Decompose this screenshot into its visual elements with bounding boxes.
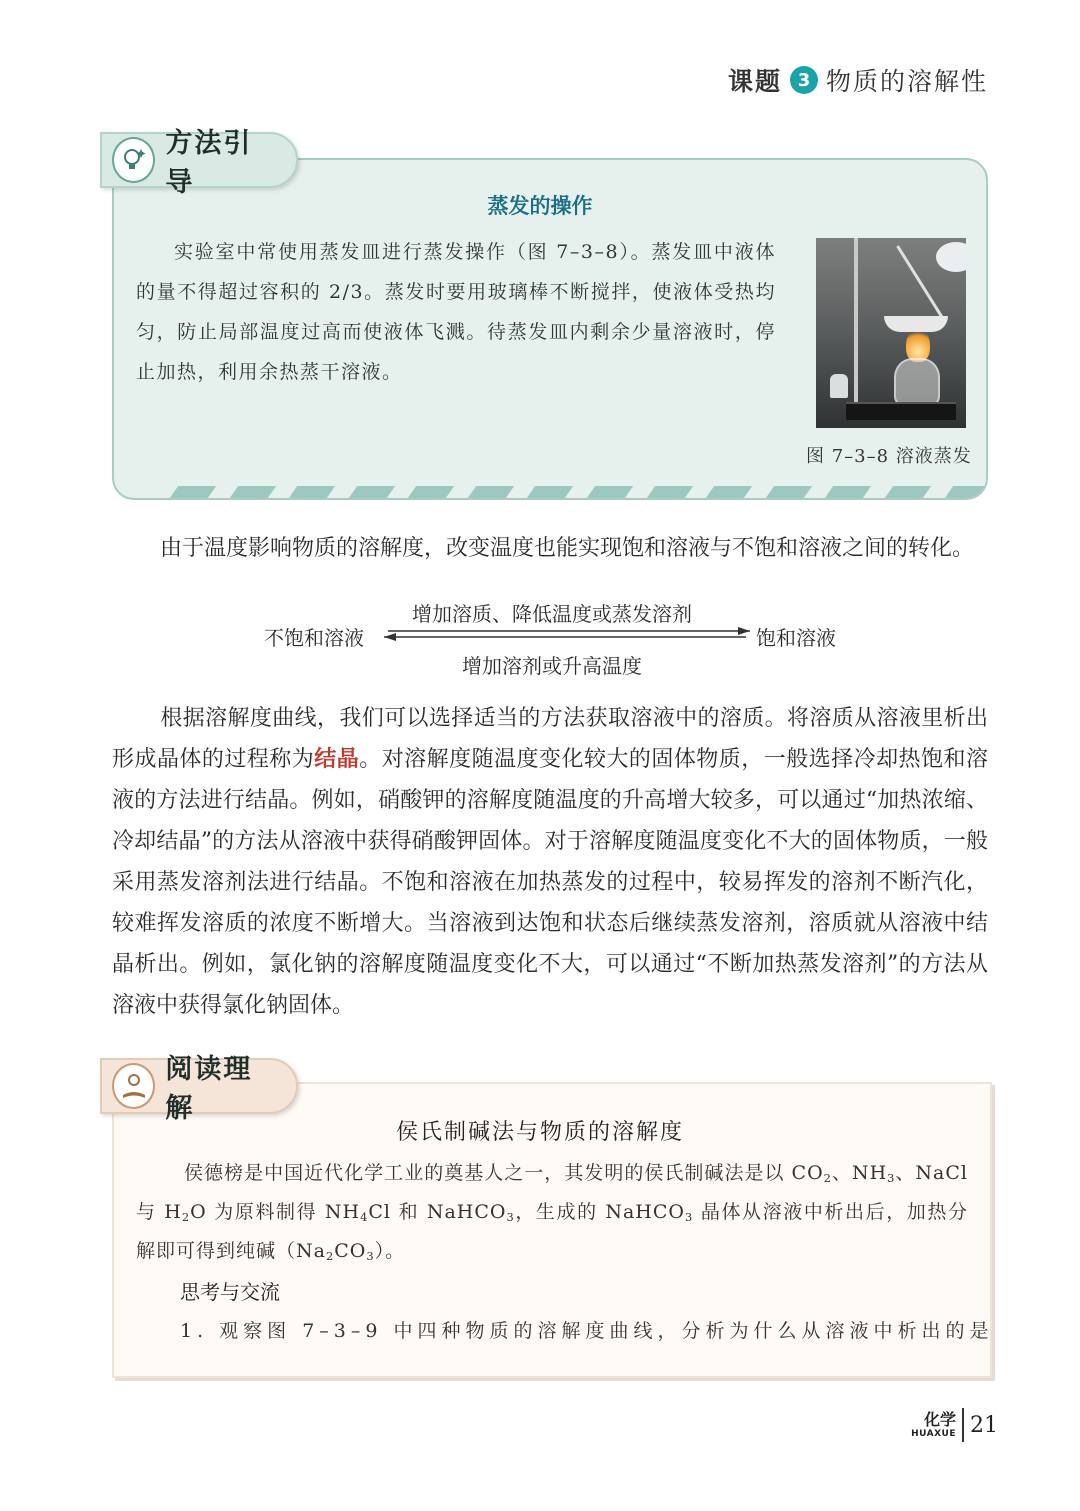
method-text: 实验室中常使用蒸发皿进行蒸发操作（图 7–3–8）。蒸发皿中液体的量不得超过容积的 2/3。蒸发时要用玻璃棒不断搅拌，使液体受热均匀，防止局部温度过高而使液体飞溅。待蒸发皿内剩余少量溶液时，停止加热，利用余热蒸干溶液。 bbox=[136, 241, 776, 383]
lesson-number-badge: 3 bbox=[790, 66, 818, 94]
body-paragraph-1-text: 由于温度影响物质的溶解度，改变温度也能实现饱和溶液与不饱和溶液之间的转化。 bbox=[160, 536, 975, 561]
body-paragraph-1 bbox=[112, 528, 988, 569]
body-paragraph-2-after: 。对溶解度随温度变化较大的固体物质，一般选择冷却热饱和溶液的方法进行结晶。例如，硝酸钾的溶解度随温度的升高增大较多，可以通过“加热浓缩、冷却结晶”的方法从溶液中获得硝酸钾固体。对于溶解度随温度变化不大的固体物质，一般采用蒸发溶剂法进行结晶。不饱和溶液在加热蒸发的过程中，较易挥发的溶剂不断汽化，较难挥发溶质的浓度不断增大。当溶液到达饱和状态后继续蒸发溶剂，溶质就从溶液中结晶析出。例如，氯化钠的溶解度随温度变化不大，可以通过“不断加热蒸发溶剂”的方法从溶液中获得氯化钠固体。 bbox=[112, 747, 989, 1018]
subject-name-en: HUAXUE bbox=[911, 1429, 956, 1439]
footer-divider bbox=[962, 1408, 964, 1442]
page-number: 21 bbox=[970, 1412, 998, 1438]
page-footer bbox=[911, 1408, 998, 1442]
double-arrow-icon bbox=[380, 626, 754, 642]
running-head bbox=[728, 62, 988, 98]
lightbulb-gear-icon bbox=[112, 137, 155, 183]
discussion-question-1: 1. 观察图 7–3–9 中四种物质的溶解度曲线，分析为什么从溶液中析出的是 bbox=[180, 1320, 994, 1342]
reading-tab-label: 阅读理解 bbox=[165, 1054, 253, 1124]
keyword-crystallization: 结晶 bbox=[314, 746, 360, 772]
evaporation-photo bbox=[816, 238, 966, 428]
unsaturated-solution-label: 不饱和溶液 bbox=[264, 626, 364, 650]
lesson-label: 课题 bbox=[727, 67, 782, 96]
method-guide-tab-label: 方法引导 bbox=[165, 128, 253, 198]
subject-name: 化学 bbox=[923, 1410, 956, 1429]
decorative-stripes bbox=[114, 486, 986, 498]
reader-icon bbox=[112, 1063, 155, 1109]
forward-condition-label: 增加溶质、降低温度或蒸发溶剂 bbox=[412, 602, 692, 626]
backward-condition-label: 增加溶剂或升高温度 bbox=[462, 654, 642, 678]
discussion-subtitle: 思考与交流 bbox=[180, 1280, 280, 1304]
lesson-title: 物质的溶解性 bbox=[825, 67, 988, 96]
subject-mark bbox=[911, 1411, 956, 1439]
body-paragraph-2-before: 根据溶解度曲线，我们可以选择适当的方法获取溶液中的溶质。将溶质从溶液里析出形成晶体的过程称为 bbox=[112, 706, 988, 772]
saturated-solution-label: 饱和溶液 bbox=[756, 626, 836, 650]
figure-caption: 图 7–3–8 溶液蒸发 bbox=[806, 446, 972, 467]
conversion-diagram bbox=[0, 596, 1080, 676]
body-paragraph-2 bbox=[112, 698, 988, 1026]
reading-title: 侯氏制碱法与物质的溶解度 bbox=[395, 1120, 684, 1145]
method-title: 蒸发的操作 bbox=[487, 194, 593, 218]
reading-text: 侯德榜是中国近代化学工业的奠基人之一，其发明的侯氏制碱法是以 $CO_2$、$NH_3$、NaCl 与 $H_2O$ 为原料制得 $NH_4Cl$ 和 NaHCO$_3$，生成的 NaHCO$_3$ 晶体从溶液中析出后，加热分解即可得到纯碱$(Na_2CO_3)$。 bbox=[136, 1162, 968, 1263]
method-guide-tab bbox=[100, 128, 298, 198]
reading-tab bbox=[100, 1054, 298, 1124]
